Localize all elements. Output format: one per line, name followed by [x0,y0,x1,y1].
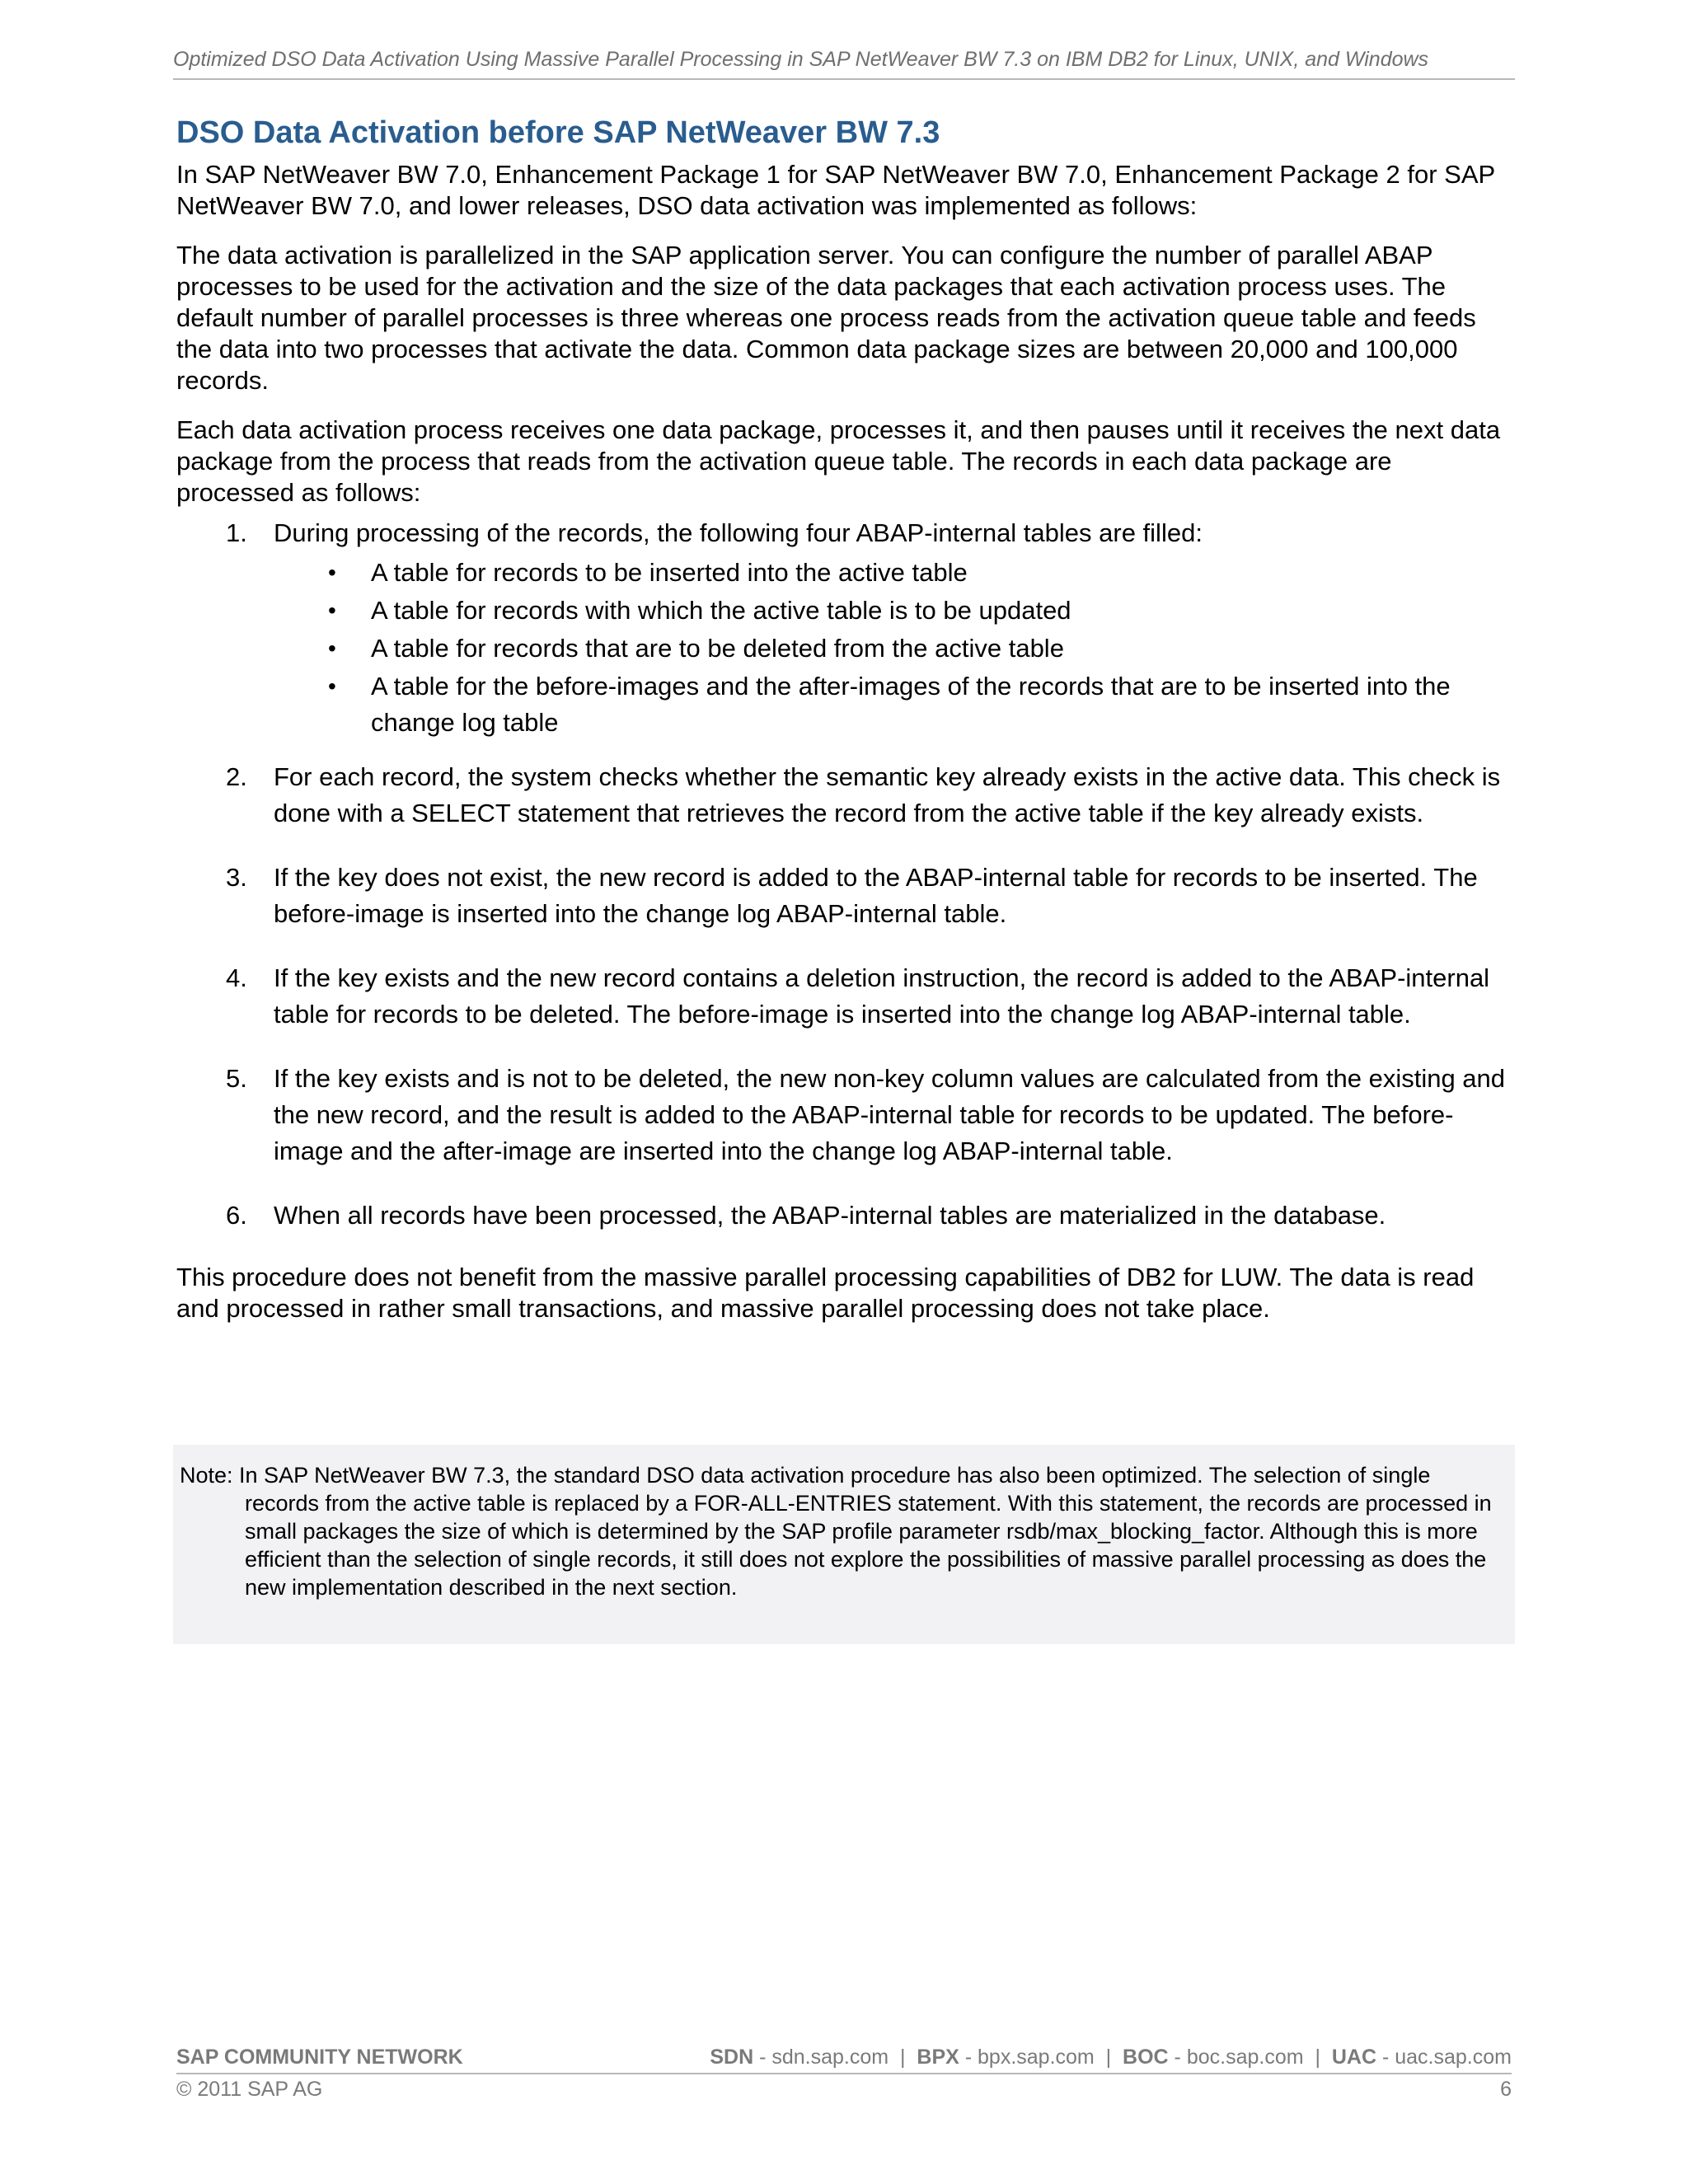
main-content [176,115,1513,1343]
bullet-icon: • [328,673,336,699]
closing-paragraph: This procedure does not benefit from the massive parallel processing capabilities of DB2 for LUW. The data is read and processed in rather small transactions, and massive parallel processing does not take place. [176,1263,1475,1323]
step-text: If the key exists and the new record contains a deletion instruction, the record is added to the ABAP-internal table for records to be deleted. The before-image is inserted into the change log ABAP-internal table. [274,963,1490,1029]
step-text: When all records have been processed, the ABAP-internal tables are materialized in the database. [274,1201,1386,1230]
running-header: Optimized DSO Data Activation Using Massive Parallel Processing in SAP NetWeaver BW 7.3 on IBM DB2 for Linux, UNIX, and Windows [173,48,1515,80]
list-item: • A table for the before-images and the after-images of the records that are to be inserted into the change log table [274,668,1513,741]
paragraph: The data activation is parallelized in the SAP application server. You can configure the number of parallel ABAP processes to be used for the activation and the size of the data packages that each activation process uses. The default number of parallel processes is three whereas one process reads from the activation queue table and feeds the data into two processes that activate the data. Common data package sizes are between 20,000 and 100,000 records. [176,241,1476,395]
bullet-icon: • [328,635,336,661]
step-number: 6. [226,1201,247,1230]
step-text: If the key exists and is not to be deleted, the new non-key column values are calculated from the existing and the new record, and the result is added to the ABAP-internal table for records to be updated. The before-image and the after-image are inserted into the change log ABAP-internal table. [274,1064,1506,1165]
step-number: 5. [226,1064,247,1093]
note-box [173,1445,1515,1644]
step-text: If the key does not exist, the new record is added to the ABAP-internal table for records to be inserted. The before-image is inserted into the change log ABAP-internal table. [274,863,1478,928]
list-item: • A table for records that are to be deleted from the active table [274,630,1513,667]
sdn-link[interactable]: sdn.sap.com [771,2046,889,2069]
uac-link[interactable]: uac.sap.com [1395,2046,1512,2069]
copyright: © 2011 SAP AG [176,2078,323,2101]
paragraph: In SAP NetWeaver BW 7.0, Enhancement Package 1 for SAP NetWeaver BW 7.0, Enhancement Package 2 for SAP NetWeaver BW 7.0, and lower releases, DSO data activation was implemented as follows: [176,160,1495,220]
footer-links-row [176,2046,1512,2074]
list-item: • A table for records with which the active table is to be updated [274,593,1513,629]
list-item [176,759,1513,832]
bullet-icon: • [328,560,336,585]
boc-link[interactable]: boc.sap.com [1186,2046,1304,2069]
list-item [176,860,1513,932]
section-heading: DSO Data Activation before SAP NetWeaver BW 7.3 [176,115,940,150]
paragraph: Each data activation process receives one data package, processes it, and then pauses until it receives the next data package from the process that reads from the activation queue table. The records in each data package are processed as follows: [176,415,1501,507]
list-item [176,960,1513,1033]
list-item [176,515,1513,741]
step-number: 1. [226,518,247,547]
footer-links: SDN - sdn.sap.com | BPX - bpx.sap.com | BOC - boc.sap.com | UAC - uac.sap.com [710,2046,1512,2069]
list-item: • A table for records to be inserted into the active table [274,555,1513,591]
step-text: For each record, the system checks whether the semantic key already exists in the active data. This check is done with a SELECT statement that retrieves the record from the active table if the key already exists. [274,762,1501,827]
bullet-list [274,555,1513,741]
step-number: 4. [226,963,247,992]
page-footer [176,2046,1512,2102]
footer-meta-row [176,2078,1512,2102]
bpx-link[interactable]: bpx.sap.com [978,2046,1095,2069]
boc-label: BOC [1123,2046,1169,2069]
bullet-icon: • [328,598,336,623]
processing-steps-list [176,515,1513,1234]
sdn-label: SDN [710,2046,754,2069]
footer-brand: SAP COMMUNITY NETWORK [176,2046,463,2069]
list-item [176,1061,1513,1169]
step-number: 3. [226,863,247,892]
uac-label: UAC [1331,2046,1377,2069]
step-number: 2. [226,762,247,791]
list-item [176,1197,1513,1234]
page-number: 6 [1500,2078,1512,2101]
step-text: During processing of the records, the following four ABAP-internal tables are filled: [274,518,1203,547]
note-text: Note: In SAP NetWeaver BW 7.3, the standard DSO data activation procedure has also been optimized. The selection of single records from the active table is replaced by a FOR-ALL-ENTRIES statement. With this statement, the records are processed in small packages the size of which is determined by the SAP profile parameter rsdb/max_blocking_factor. Although this is more efficient than the selection of single records, it still does not explore the possibilities of massive parallel processing as does the new implementation described in the next section. [180,1463,1492,1600]
bpx-label: BPX [917,2046,959,2069]
